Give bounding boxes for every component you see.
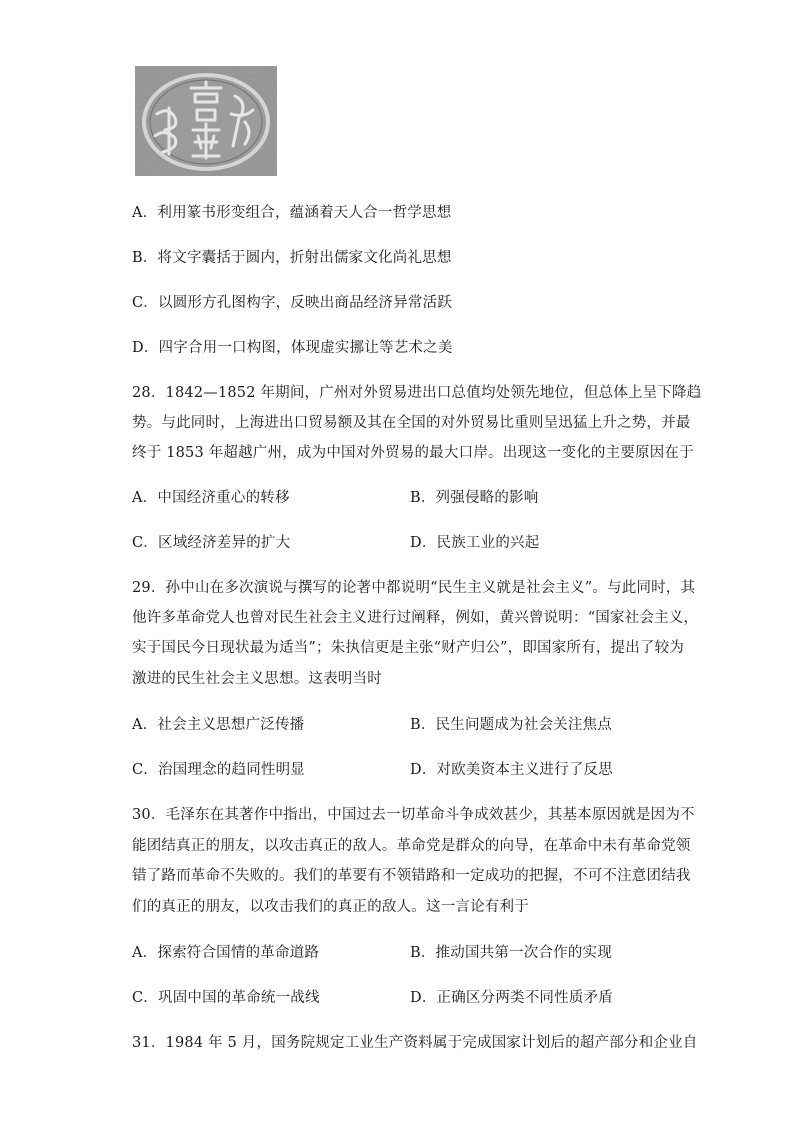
q30-stem-line: 能团结真正的朋友，以攻击真正的敌人。革命党是群众的向导，在革命中未有革命党领 <box>132 838 691 854</box>
q29-option-a: A．社会主义思想广泛传播 <box>132 717 305 733</box>
q30-stem-line: 错了路而革命不失败的。我们的革要有不领错路和一定成功的把握，不可不注意团结我 <box>132 868 691 884</box>
q27-option-a: A．利用篆书形变组合，蕴涵着天人合一哲学思想 <box>132 205 452 221</box>
q31-stem-line: 31．1984 年 5 月，国务院规定工业生产资料属于完成国家计划后的超产部分和企业自 <box>132 1035 698 1051</box>
q29-stem-line: 激进的民生社会主义思想。这表明当时 <box>132 671 382 687</box>
q29-option-d: D．对欧美资本主义进行了反思 <box>410 762 613 778</box>
q29-stem-line: 29．孙中山在多次演说与撰写的论著中都说明“民生主义就是社会主义”。与此同时，其 <box>132 580 696 596</box>
q29-option-b: B．民生问题成为社会关注焦点 <box>410 717 612 733</box>
q30-stem-line: 们的真正的朋友，以攻击我们的真正的敌人。这一言论有利于 <box>132 899 529 915</box>
q29-stem-line: 他许多革命党人也曾对民生社会主义进行过阐释，例如，黄兴曾说明：“国家社会主义， <box>132 610 699 626</box>
q30-option-a: A．探索符合国情的革命道路 <box>132 945 320 961</box>
q27-option-c: C．以圆形方孔图构字，反映出商品经济异常活跃 <box>132 295 452 311</box>
q28-stem-line: 28．1842—1852 年期间，广州对外贸易进出口总值均处领先地位，但总体上呈下降趋 <box>132 385 702 401</box>
q28-stem-line: 终于 1853 年超越广州，成为中国对外贸易的最大口岸。出现这一变化的主要原因在于 <box>132 445 694 461</box>
q30-option-c: C．巩固中国的革命统一战线 <box>132 990 320 1006</box>
seal-stamp-image <box>135 66 277 176</box>
q28-option-b: B．列强侵略的影响 <box>410 490 539 506</box>
q30-option-d: D．正确区分两类不同性质矛盾 <box>410 990 613 1006</box>
q29-option-c: C．治国理念的趋同性明显 <box>132 762 305 778</box>
q29-stem-line: 实于国民今日现状最为适当”；朱执信更是主张“财产归公”，即国家所有，提出了较为 <box>132 640 685 656</box>
q27-option-d: D．四字合用一口构图，体现虚实挪让等艺术之美 <box>132 340 453 356</box>
q28-option-a: A．中国经济重心的转移 <box>132 490 290 506</box>
q30-stem-line: 30．毛泽东在其著作中指出，中国过去一切革命斗争成效甚少，其基本原因就是因为不 <box>132 807 695 823</box>
q28-option-c: C．区域经济差异的扩大 <box>132 535 291 551</box>
q28-stem-line: 势。与此同时，上海进出口贸易额及其在全国的对外贸易比重则呈迅猛上升之势，并最 <box>132 415 691 431</box>
q27-option-b: B．将文字囊括于圆内，折射出儒家文化尚礼思想 <box>132 250 452 266</box>
seal-stamp-icon <box>135 66 277 176</box>
q30-option-b: B．推动国共第一次合作的实现 <box>410 945 612 961</box>
q28-option-d: D．民族工业的兴起 <box>410 535 540 551</box>
